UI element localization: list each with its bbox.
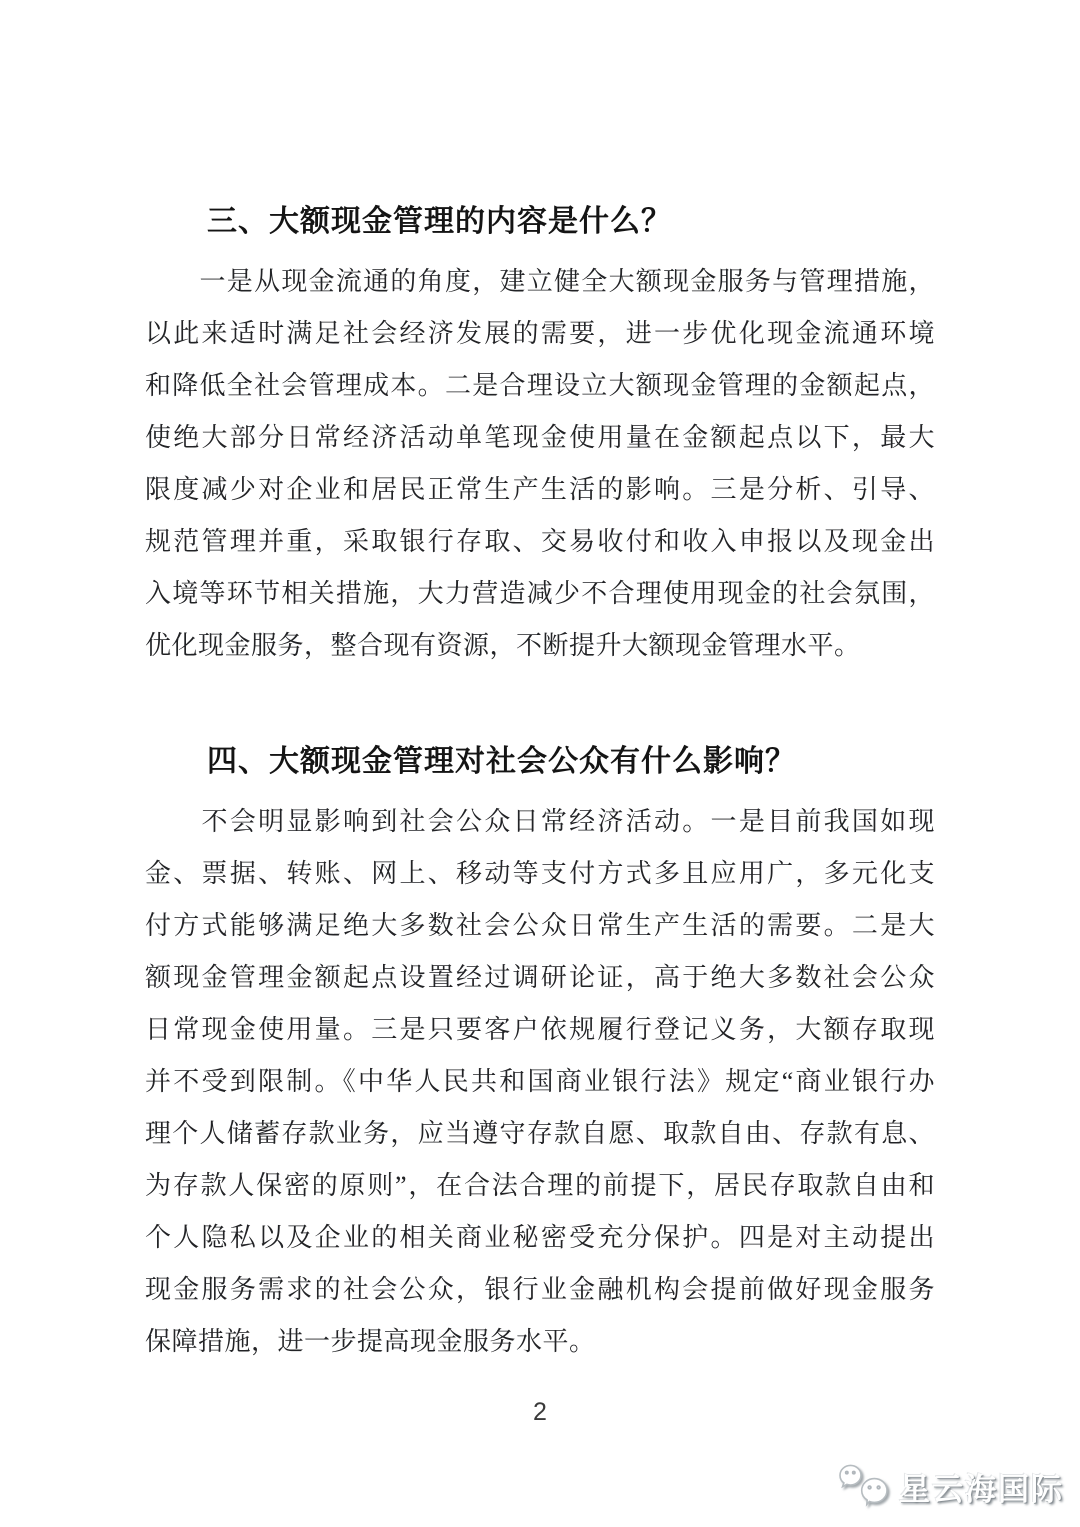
paragraph <box>145 796 935 1368</box>
paragraph <box>145 256 935 672</box>
text-line: 以此来适时满足社会经济发展的需要，进一步优化现金流通环境 <box>145 319 935 348</box>
text-line: 规范管理并重，采取银行存取、交易收付和收入申报以及现金出 <box>145 527 935 556</box>
section-3 <box>145 196 935 672</box>
text-line: 使绝大部分日常经济活动单笔现金使用量在金额起点以下，最大 <box>145 423 935 452</box>
text-line: 现金服务需求的社会公众，银行业金融机构会提前做好现金服务 <box>145 1275 935 1304</box>
text-line: 并不受到限制。《中华人民共和国商业银行法》规定“商业银行办 <box>145 1067 935 1096</box>
section-heading: 三、大额现金管理的内容是什么？ <box>207 205 672 238</box>
text-column <box>145 196 935 1368</box>
watermark <box>837 1461 1064 1511</box>
text-line: 优化现金服务，整合现有资源，不断提升大额现金管理水平。 <box>145 631 861 660</box>
text-line: 一是从现金流通的角度，建立健全大额现金服务与管理措施， <box>145 267 935 296</box>
text-line: 不会明显影响到社会公众日常经济活动。一是目前我国如现 <box>145 807 935 836</box>
text-line: 理个人储蓄存款业务，应当遵守存款自愿、取款自由、存款有息、 <box>145 1119 935 1148</box>
text-line: 为存款人保密的原则”，在合法合理的前提下，居民存取款自由和 <box>145 1171 935 1200</box>
text-line: 入境等环节相关措施，大力营造减少不合理使用现金的社会氛围， <box>145 579 935 608</box>
section-4 <box>145 736 935 1368</box>
text-line: 额现金管理金额起点设置经过调研论证，高于绝大多数社会公众 <box>145 963 935 992</box>
text-line: 个人隐私以及企业的相关商业秘密受充分保护。四是对主动提出 <box>145 1223 935 1252</box>
text-line: 金、票据、转账、网上、移动等支付方式多且应用广，多元化支 <box>145 859 935 888</box>
wechat-bubbles-icon <box>837 1461 891 1511</box>
watermark-label: 星云海国际 <box>899 1471 1064 1507</box>
section-heading: 四、大额现金管理对社会公众有什么影响？ <box>207 745 796 778</box>
text-line: 和降低全社会管理成本。二是合理设立大额现金管理的金额起点， <box>145 371 935 400</box>
text-line: 保障措施，进一步提高现金服务水平。 <box>145 1327 596 1356</box>
text-line: 日常现金使用量。三是只要客户依规履行登记义务，大额存取现 <box>145 1015 935 1044</box>
text-line: 限度减少对企业和居民正常生产生活的影响。三是分析、引导、 <box>145 475 935 504</box>
page-number: 2 <box>533 1398 547 1426</box>
text-line: 付方式能够满足绝大多数社会公众日常生产生活的需要。二是大 <box>145 911 935 940</box>
